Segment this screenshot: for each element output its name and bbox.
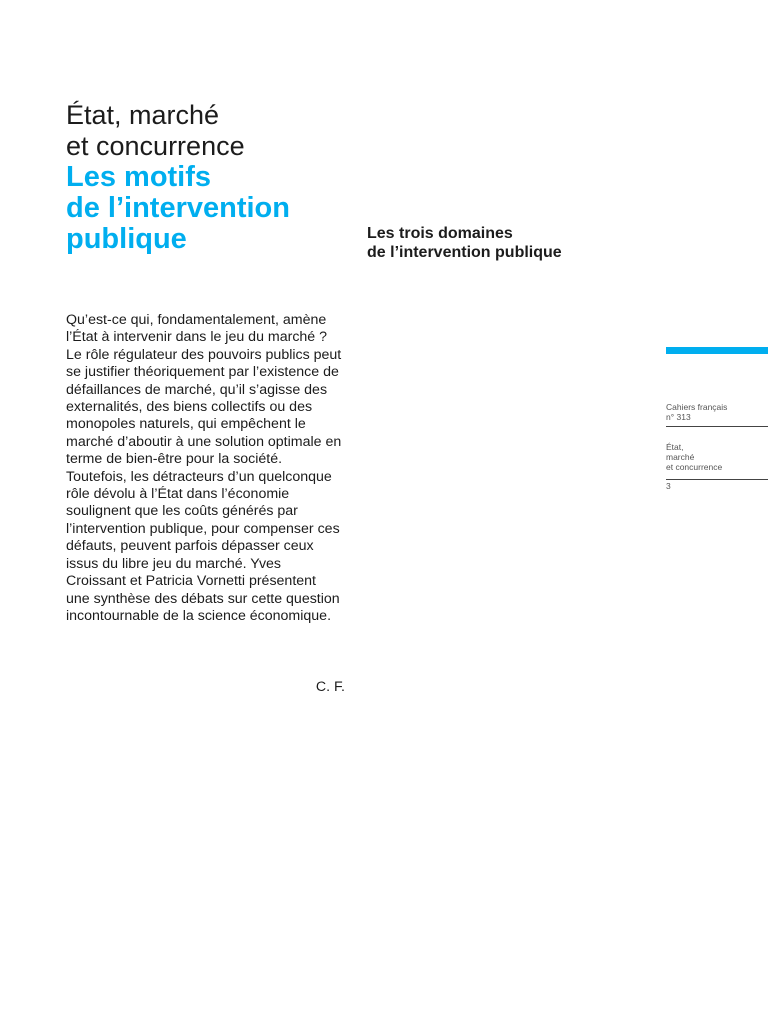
subtitle-line-1: Les trois domaines <box>367 225 513 242</box>
accent-title-line-1: Les motifs <box>66 161 212 193</box>
subtitle-line-2: de l’intervention publique <box>367 244 562 261</box>
page-title <box>66 100 366 255</box>
accent-title-line-2: de l’intervention <box>66 192 290 224</box>
accent-bar <box>666 347 768 354</box>
page-number: 3 <box>666 481 671 491</box>
issue-number: n° 313 <box>666 412 691 422</box>
section-subtitle <box>367 224 667 262</box>
issue-topic <box>666 442 768 480</box>
author-initials: C. F. <box>315 679 345 695</box>
publication-name: Cahiers français <box>666 402 728 412</box>
topic-line-3: et concurrence <box>666 462 723 472</box>
title-line-1: État, marché <box>66 100 220 130</box>
accent-title-line-3: publique <box>66 223 187 255</box>
title-line-2: et concurrence <box>66 131 245 161</box>
topic-line-1: État, <box>666 442 684 452</box>
intro-paragraph: Qu’est-ce qui, fondamentalement, amène l’État à intervenir dans le jeu du marché ? Le rôle régulateur des pouvoirs publics peut se justifier théoriquement par l’existence de défaillances de marché, qu’il s’agisse des externalités, des biens collectifs ou des monopoles naturels, qui empêchent le marché d’aboutir à une solution optimale en terme de bien-être pour la société. Toutefois, les détracteurs d’un quelconque rôle dévolu à l’État dans l’économie soulignent que les coûts générés par l’intervention publique, pour compenser ces défauts, peuvent parfois dépasser ceux issus du libre jeu du marché. Yves Croissant et Patricia Vornetti présentent une synthèse des débats sur cette question incontournable de la science économique. <box>66 312 342 624</box>
publication-info <box>666 402 768 427</box>
topic-line-2: marché <box>666 452 695 462</box>
